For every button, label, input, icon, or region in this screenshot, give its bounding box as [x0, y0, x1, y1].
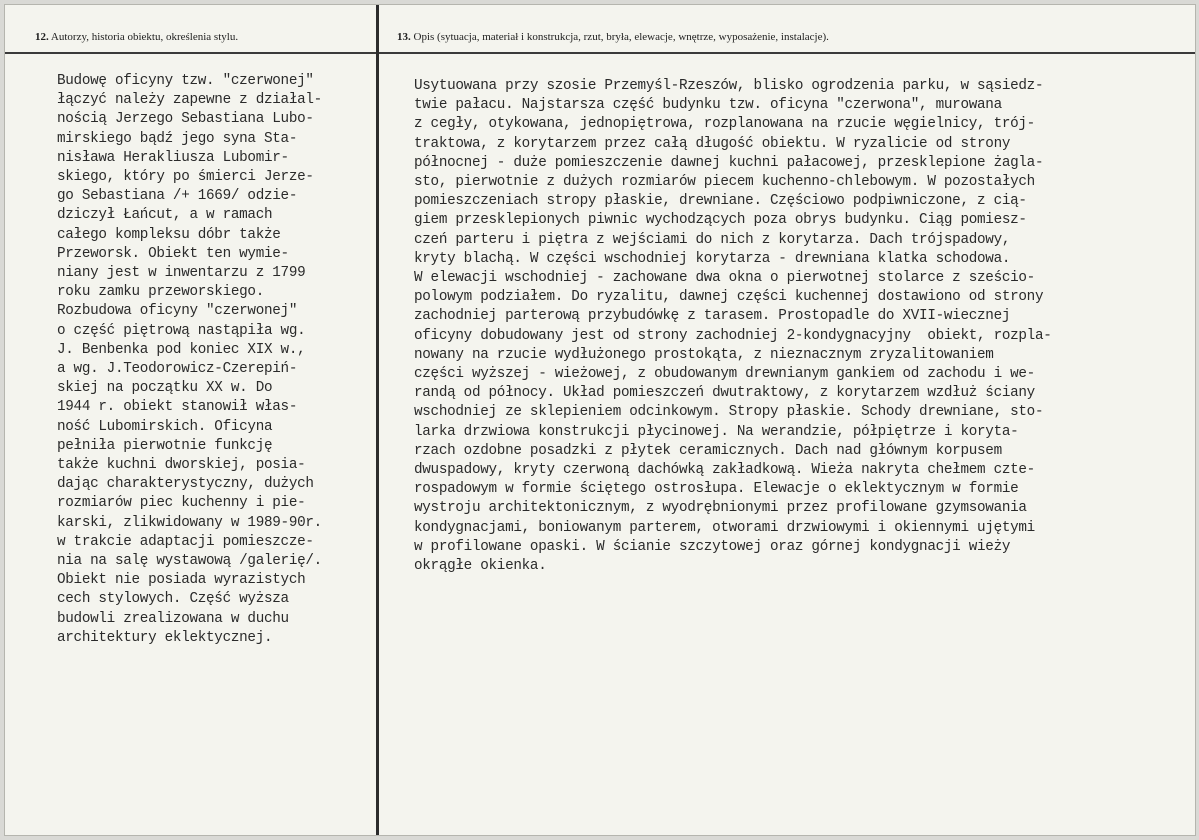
description-line: Usytuowana przy szosie Przemyśl-Rzeszów, blisko ogrodzenia parku, w sąsiedz- — [414, 78, 1044, 94]
section-13-title: Opis (sytuacja, materiał i konstrukcja, rzut, bryła, elewacje, wnętrze, wyposażenie, instalacje). — [413, 31, 829, 43]
history-line: niany jest w inwentarzu z 1799 — [57, 265, 306, 282]
description-line: zachodniej parterową przybudówkę z tarasem. Prostopadle do XVII-wiecznej — [414, 308, 1011, 325]
description-line: nowany na rzucie wydłużonego prostokąta, z nieznacznym zryzalitowaniem — [414, 346, 994, 363]
history-line: go Sebastiana /+ 1669/ odzie- — [57, 188, 298, 205]
section-12-number: 12. — [35, 31, 49, 43]
history-line: o część piętrową nastąpiła wg. — [57, 322, 306, 339]
description-text-block — [414, 77, 1052, 576]
history-line: rozmiarów piec kuchenny i pie- — [57, 495, 306, 512]
description-line: okrągłe okienka. — [414, 558, 547, 575]
history-line: całego kompleksu dóbr także — [57, 226, 281, 243]
history-line: nia na salę wystawową /galerię/. — [57, 553, 322, 570]
history-line: 1944 r. obiekt stanowił włas- — [57, 399, 298, 416]
description-line: północnej - duże pomieszczenie dawnej kuchni pałacowej, przesklepione żagla- — [414, 154, 1044, 171]
description-line: W elewacji wschodniej - zachowane dwa okna o pierwotnej stolarce z sześcio- — [414, 270, 1035, 287]
section-12-title: Autorzy, historia obiektu, określenia stylu. — [50, 31, 239, 43]
history-line: a wg. J.Teodorowicz-Czerepiń- — [57, 361, 298, 378]
description-line: dwuspadowy, kryty czerwoną dachówką zakładkową. Wieża nakryta chełmem czte- — [414, 462, 1035, 479]
history-line: dając charakterystyczny, dużych — [57, 476, 314, 493]
history-line: w trakcie adaptacji pomieszcze- — [57, 533, 314, 550]
history-line: roku zamku przeworskiego. — [57, 284, 264, 301]
description-line: z cegły, otykowana, jednopiętrowa, rozplanowana na rzucie węgielnicy, trój- — [414, 116, 1035, 133]
history-line: dziczył Łańcut, a w ramach — [57, 207, 273, 224]
description-line: larka drzwiowa konstrukcji płycinowej. Na werandzie, półpiętrze i koryta- — [414, 423, 1019, 440]
history-line: architektury eklektycznej. — [57, 629, 273, 646]
description-line: twie pałacu. Najstarsza część budynku tzw. oficyna "czerwona", murowana — [414, 97, 1002, 114]
history-line: Obiekt nie posiada wyrazistych — [57, 572, 306, 589]
description-line: w profilowane opaski. W ścianie szczytowej oraz górnej kondygnacji wieży — [414, 538, 1011, 555]
description-line: pomieszczeniach stropy płaskie, drewniane. Częściowo podpiwniczone, z cią- — [414, 193, 1027, 210]
section-13-number: 13. — [397, 31, 411, 43]
description-line: kondygnacjami, boniowanym parterem, otworami drzwiowymi i okiennymi ujętymi — [414, 519, 1035, 536]
description-line: rzach ozdobne posadzki z płytek ceramicznych. Dach nad głównym korpusem — [414, 442, 1002, 459]
description-line: polowym podziałem. Do ryzalitu, dawnej części kuchennej dostawiono od strony — [414, 289, 1044, 306]
history-line: ność Lubomirskich. Oficyna — [57, 418, 273, 435]
history-line: skiej na początku XX w. Do — [57, 380, 273, 397]
history-line: mirskiego bądź jego syna Sta- — [57, 130, 298, 147]
description-line: giem przesklepionych piwnic wychodzących poza obrys budynku. Ciąg pomiesz- — [414, 212, 1027, 229]
history-line: J. Benbenka pod koniec XIX w., — [57, 341, 306, 358]
history-line: łączyć należy zapewne z działal- — [57, 92, 322, 109]
history-line: pełniła pierwotnie funkcję — [57, 437, 273, 454]
column-divider — [376, 5, 379, 836]
description-line: oficyny dobudowany jest od strony zachodniej 2-kondygnacyjny obiekt, rozpla- — [414, 327, 1052, 344]
history-line: Przeworsk. Obiekt ten wymie- — [57, 245, 289, 262]
history-line: skiego, który po śmierci Jerze- — [57, 169, 314, 186]
description-line: randą od północy. Układ pomieszczeń dwutraktowy, z korytarzem wzdłuż ściany — [414, 385, 1035, 402]
description-line: czeń parteru i piętra z wejściami do nich z korytarza. Dach trójspadowy, — [414, 231, 1011, 248]
history-line: także kuchni dworskiej, posia- — [57, 457, 306, 474]
description-line: kryty blachą. W części wschodniej korytarza - drewniana klatka schodowa. — [414, 250, 1011, 267]
history-line: Budowę oficyny tzw. "czerwonej" — [57, 73, 314, 89]
history-line: Rozbudowa oficyny "czerwonej" — [57, 303, 298, 320]
history-line: budowli zrealizowana w duchu — [57, 610, 289, 627]
inventory-card — [4, 4, 1196, 836]
history-line: nisława Herakliusza Lubomir- — [57, 149, 289, 166]
history-line: karski, zlikwidowany w 1989-90r. — [57, 514, 322, 531]
history-line: nością Jerzego Sebastiana Lubo- — [57, 111, 314, 128]
description-line: części wyższej - wieżowej, z obudowanym drewnianym gankiem od zachodu i we- — [414, 366, 1035, 383]
description-line: wschodniej ze sklepieniem odcinkowym. Stropy płaskie. Schody drewniane, sto- — [414, 404, 1044, 421]
header-rule — [5, 52, 1196, 54]
section-13-header — [397, 31, 829, 43]
history-line: cech stylowych. Część wyższa — [57, 591, 289, 608]
description-line: rospadowym w formie ściętego ostrosłupa. Elewacje o eklektycznym w formie — [414, 481, 1019, 498]
section-12-header — [35, 31, 238, 43]
description-line: traktowa, z korytarzem przez całą długość obiektu. W ryzalicie od strony — [414, 135, 1011, 152]
description-line: sto, pierwotnie z dużych rozmiarów piecem kuchenno-chlebowym. W pozostałych — [414, 174, 1035, 191]
description-line: wystroju architektonicznym, z wyodrębnionymi przez profilowane gzymsowania — [414, 500, 1027, 517]
history-text-block — [57, 72, 322, 648]
